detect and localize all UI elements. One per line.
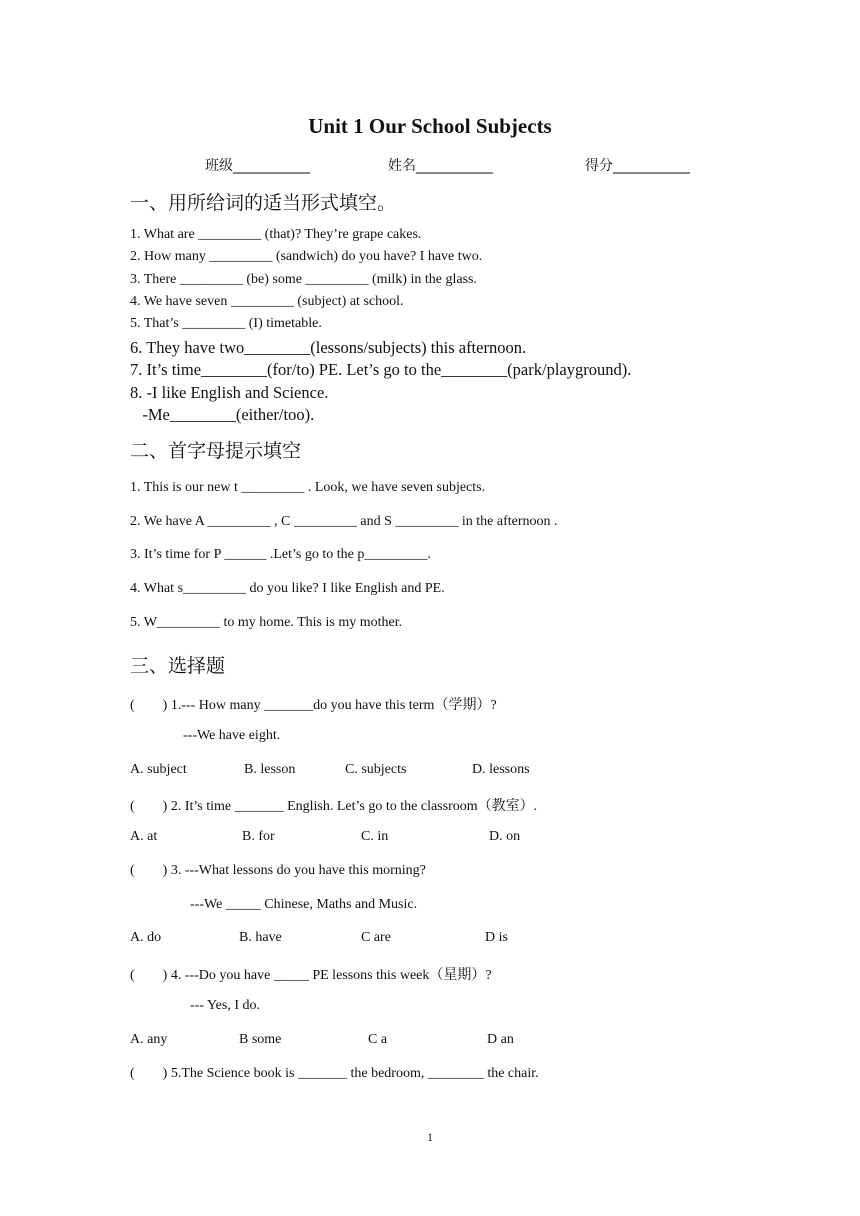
s1-item-7: 7. It’s time________(for/to) PE. Let’s go to the________(park/playground). bbox=[130, 360, 632, 379]
s1-item-8: 8. -I like English and Science. bbox=[130, 383, 329, 402]
q1-stem: ( ) 1.--- How many _______do you have this term（学期）? bbox=[130, 698, 497, 713]
q2-option-d: D. on bbox=[489, 829, 521, 844]
s1-item-8-reply: -Me________(either/too). bbox=[130, 405, 315, 424]
q2-option-a: A. at bbox=[130, 829, 158, 844]
q1-option-c: C. subjects bbox=[345, 762, 407, 777]
q4-stem: ( ) 4. ---Do you have _____ PE lessons this week（星期）? bbox=[130, 968, 492, 983]
s2-item-1: 1. This is our new t _________ . Look, we have seven subjects. bbox=[130, 480, 486, 495]
q3-option-d: D is bbox=[485, 930, 508, 945]
q4-option-b: B some bbox=[239, 1032, 282, 1047]
section1-heading: 一、用所给词的适当形式填空。 bbox=[130, 192, 397, 214]
q4-option-a: A. any bbox=[130, 1032, 168, 1047]
q1-option-b: B. lesson bbox=[244, 762, 296, 777]
section2-heading: 二、首字母提示填空 bbox=[130, 440, 302, 462]
s2-item-2: 2. We have A _________ , C _________ and S _________ in the afternoon . bbox=[130, 514, 558, 529]
s1-item-3: 3. There _________ (be) some _________ (milk) in the glass. bbox=[130, 272, 477, 287]
s1-item-4: 4. We have seven _________ (subject) at school. bbox=[130, 294, 404, 309]
s1-item-1: 1. What are _________ (that)? They’re grape cakes. bbox=[130, 227, 422, 242]
s1-item-5: 5. That’s _________ (I) timetable. bbox=[130, 316, 322, 331]
name-field: 姓名___________ bbox=[388, 158, 493, 174]
class-field: 班级___________ bbox=[205, 158, 310, 174]
q2-stem: ( ) 2. It’s time _______ English. Let’s go to the classroom（教室）. bbox=[130, 799, 538, 814]
q2-option-c: C. in bbox=[361, 829, 389, 844]
q1-option-d: D. lessons bbox=[472, 762, 530, 777]
q4-option-c: C a bbox=[368, 1032, 388, 1047]
score-field: 得分___________ bbox=[585, 158, 690, 174]
s2-item-4: 4. What s_________ do you like? I like English and PE. bbox=[130, 581, 445, 596]
q5-stem: ( ) 5.The Science book is _______ the bedroom, ________ the chair. bbox=[130, 1066, 539, 1081]
page-title: Unit 1 Our School Subjects bbox=[308, 114, 552, 138]
q3-option-a: A. do bbox=[130, 930, 162, 945]
q3-stem: ( ) 3. ---What lessons do you have this morning? bbox=[130, 863, 426, 878]
q2-option-b: B. for bbox=[242, 829, 275, 844]
q4-reply: --- Yes, I do. bbox=[190, 998, 260, 1013]
q3-option-b: B. have bbox=[239, 930, 282, 945]
s1-item-6: 6. They have two________(lessons/subjects) this afternoon. bbox=[130, 338, 527, 357]
q1-reply: ---We have eight. bbox=[183, 728, 281, 743]
q4-option-d: D an bbox=[487, 1032, 514, 1047]
page-number: 1 bbox=[427, 1130, 433, 1144]
q3-reply: ---We _____ Chinese, Maths and Music. bbox=[190, 897, 418, 912]
s1-item-2: 2. How many _________ (sandwich) do you have? I have two. bbox=[130, 249, 483, 264]
section3-heading: 三、选择题 bbox=[130, 655, 226, 677]
s2-item-5: 5. W_________ to my home. This is my mother. bbox=[130, 615, 403, 630]
q1-option-a: A. subject bbox=[130, 762, 187, 777]
q3-option-c: C are bbox=[361, 930, 391, 945]
s2-item-3: 3. It’s time for P ______ .Let’s go to the p_________. bbox=[130, 547, 431, 562]
